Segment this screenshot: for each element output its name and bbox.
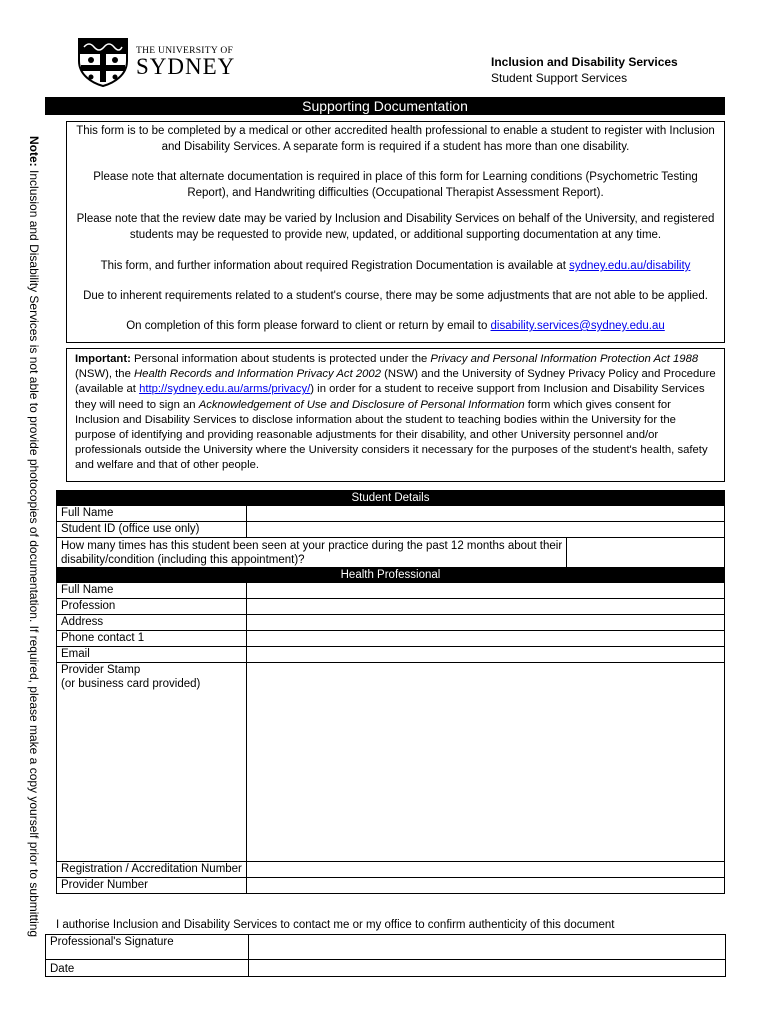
logo-small-text: THE UNIVERSITY OF xyxy=(136,46,234,56)
details-table xyxy=(56,490,725,894)
important-text-3: (NSW) and the University of Sydney Privacy Policy and Procedure (available at xyxy=(75,368,716,396)
signature-label: Professional's Signature xyxy=(46,935,249,960)
intro-paragraph-4-text: This form, and further information about required Registration Documentation is available at xyxy=(100,260,570,272)
hp-full-name-field[interactable] xyxy=(246,583,724,599)
date-label: Date xyxy=(46,960,249,977)
provider-stamp-line-2: (or business card provided) xyxy=(61,678,201,690)
intro-paragraph-6-text: On completion of this form please forward to client or return by email to xyxy=(126,320,491,332)
student-details-header-row xyxy=(57,491,725,506)
provider-stamp-field[interactable] xyxy=(246,663,724,862)
important-act-2: Health Records and Information Privacy Act 2002 xyxy=(134,368,381,381)
profession-label: Profession xyxy=(57,599,247,615)
table-row xyxy=(57,647,725,663)
table-row xyxy=(57,583,725,599)
side-note-text: Inclusion and Disability Services is not able to provide photocopies of documentation. If required, please make a copy yourself prior to submitting xyxy=(27,170,41,938)
intro-paragraph-5: Due to inherent requirements related to a student's course, there may be some adjustments that are not able to be applied. xyxy=(83,290,708,302)
intro-paragraph-3: Please note that the review date may be varied by Inclusion and Disability Services on behalf of the University, and registered students may be requested to provide new, updated, or additional supporting documentation at any time. xyxy=(76,213,715,241)
important-text-1: Personal information about students is protected under the xyxy=(130,353,431,365)
signature-table xyxy=(45,934,726,977)
department-heading xyxy=(491,54,678,86)
logo-wordmark xyxy=(136,46,235,78)
student-full-name-label: Full Name xyxy=(57,506,247,522)
intro-box xyxy=(66,121,725,343)
student-id-label: Student ID (office use only) xyxy=(57,522,247,538)
side-note-label: Note: xyxy=(27,136,41,167)
table-row xyxy=(57,631,725,647)
table-row xyxy=(57,522,725,538)
provider-number-field[interactable] xyxy=(246,878,724,894)
important-notice-box xyxy=(66,348,725,482)
provider-stamp-label xyxy=(57,663,247,862)
table-row xyxy=(46,935,726,960)
intro-paragraph-1: This form is to be completed by a medical or other accredited health professional to enable a student to register with Inclusion and Disability Services. A separate form is required if a student has more than one disability. xyxy=(76,125,715,153)
privacy-policy-link[interactable]: http://sydney.edu.au/arms/privacy/ xyxy=(139,383,311,396)
disability-email-link[interactable]: disability.services@sydney.edu.au xyxy=(490,320,665,332)
intro-paragraph-4 xyxy=(73,259,718,275)
address-field[interactable] xyxy=(246,615,724,631)
university-logo xyxy=(76,37,235,87)
provider-stamp-line-1: Provider Stamp xyxy=(61,664,141,676)
table-row xyxy=(57,663,725,862)
department-name: Inclusion and Disability Services xyxy=(491,55,678,69)
intro-paragraph-6 xyxy=(73,319,718,335)
intro-paragraph-2: Please note that alternate documentation is required in place of this form for Learning conditions (Psychometric Testing Report), and Handwriting difficulties (Occupational Therapist Assessment Report). xyxy=(93,171,698,199)
important-text-4: ) in order for a student to receive support from Inclusion and Disability Services they will need to sign an xyxy=(75,383,705,411)
important-acknowledgement: Acknowledgement of Use and Disclosure of Personal Information xyxy=(198,398,525,411)
table-row xyxy=(57,878,725,894)
student-details-header: Student Details xyxy=(57,491,725,506)
student-id-field[interactable] xyxy=(246,522,724,538)
table-row xyxy=(57,862,725,878)
times-seen-field[interactable] xyxy=(567,538,725,568)
address-label: Address xyxy=(57,615,247,631)
registration-label: Registration / Accreditation Number xyxy=(57,862,247,878)
health-professional-header-row xyxy=(57,568,725,583)
important-text-2: (NSW), the xyxy=(75,368,134,381)
important-text-5: form which gives consent for Inclusion and Disability Services to disclose information about the student to teaching bodies within the University for the purpose of identifying and providing reasonable adjustments for their disability, and other University personnel and/or professionals outside the University where the University considers it necessary for the purposes of the student's health, safety and welfare and that of other people. xyxy=(75,398,708,472)
important-label: Important: xyxy=(75,353,131,365)
table-row xyxy=(57,615,725,631)
phone-label: Phone contact 1 xyxy=(57,631,247,647)
side-note xyxy=(26,136,42,938)
page-title: Supporting Documentation xyxy=(45,97,725,115)
date-field[interactable] xyxy=(248,960,725,977)
table-row xyxy=(57,506,725,522)
important-act-1: Privacy and Personal Information Protection Act 1988 xyxy=(430,353,699,365)
profession-field[interactable] xyxy=(246,599,724,615)
email-field[interactable] xyxy=(246,647,724,663)
table-row xyxy=(57,538,725,568)
hp-full-name-label: Full Name xyxy=(57,583,247,599)
times-seen-label: How many times has this student been seen at your practice during the past 12 months about their disability/condition (including this appointment)? xyxy=(57,538,567,568)
provider-number-label: Provider Number xyxy=(57,878,247,894)
table-row xyxy=(46,960,726,977)
student-full-name-field[interactable] xyxy=(246,506,724,522)
registration-field[interactable] xyxy=(246,862,724,878)
logo-big-text: SYDNEY xyxy=(136,54,236,79)
sub-department-name: Student Support Services xyxy=(491,71,628,85)
email-label: Email xyxy=(57,647,247,663)
table-row xyxy=(57,599,725,615)
university-crest-icon xyxy=(76,37,130,87)
authorise-statement: I authorise Inclusion and Disability Services to contact me or my office to confirm authenticity of this document xyxy=(56,919,615,931)
signature-field[interactable] xyxy=(248,935,725,960)
health-professional-header: Health Professional xyxy=(57,568,725,583)
phone-field[interactable] xyxy=(246,631,724,647)
disability-website-link[interactable]: sydney.edu.au/disability xyxy=(569,260,691,272)
